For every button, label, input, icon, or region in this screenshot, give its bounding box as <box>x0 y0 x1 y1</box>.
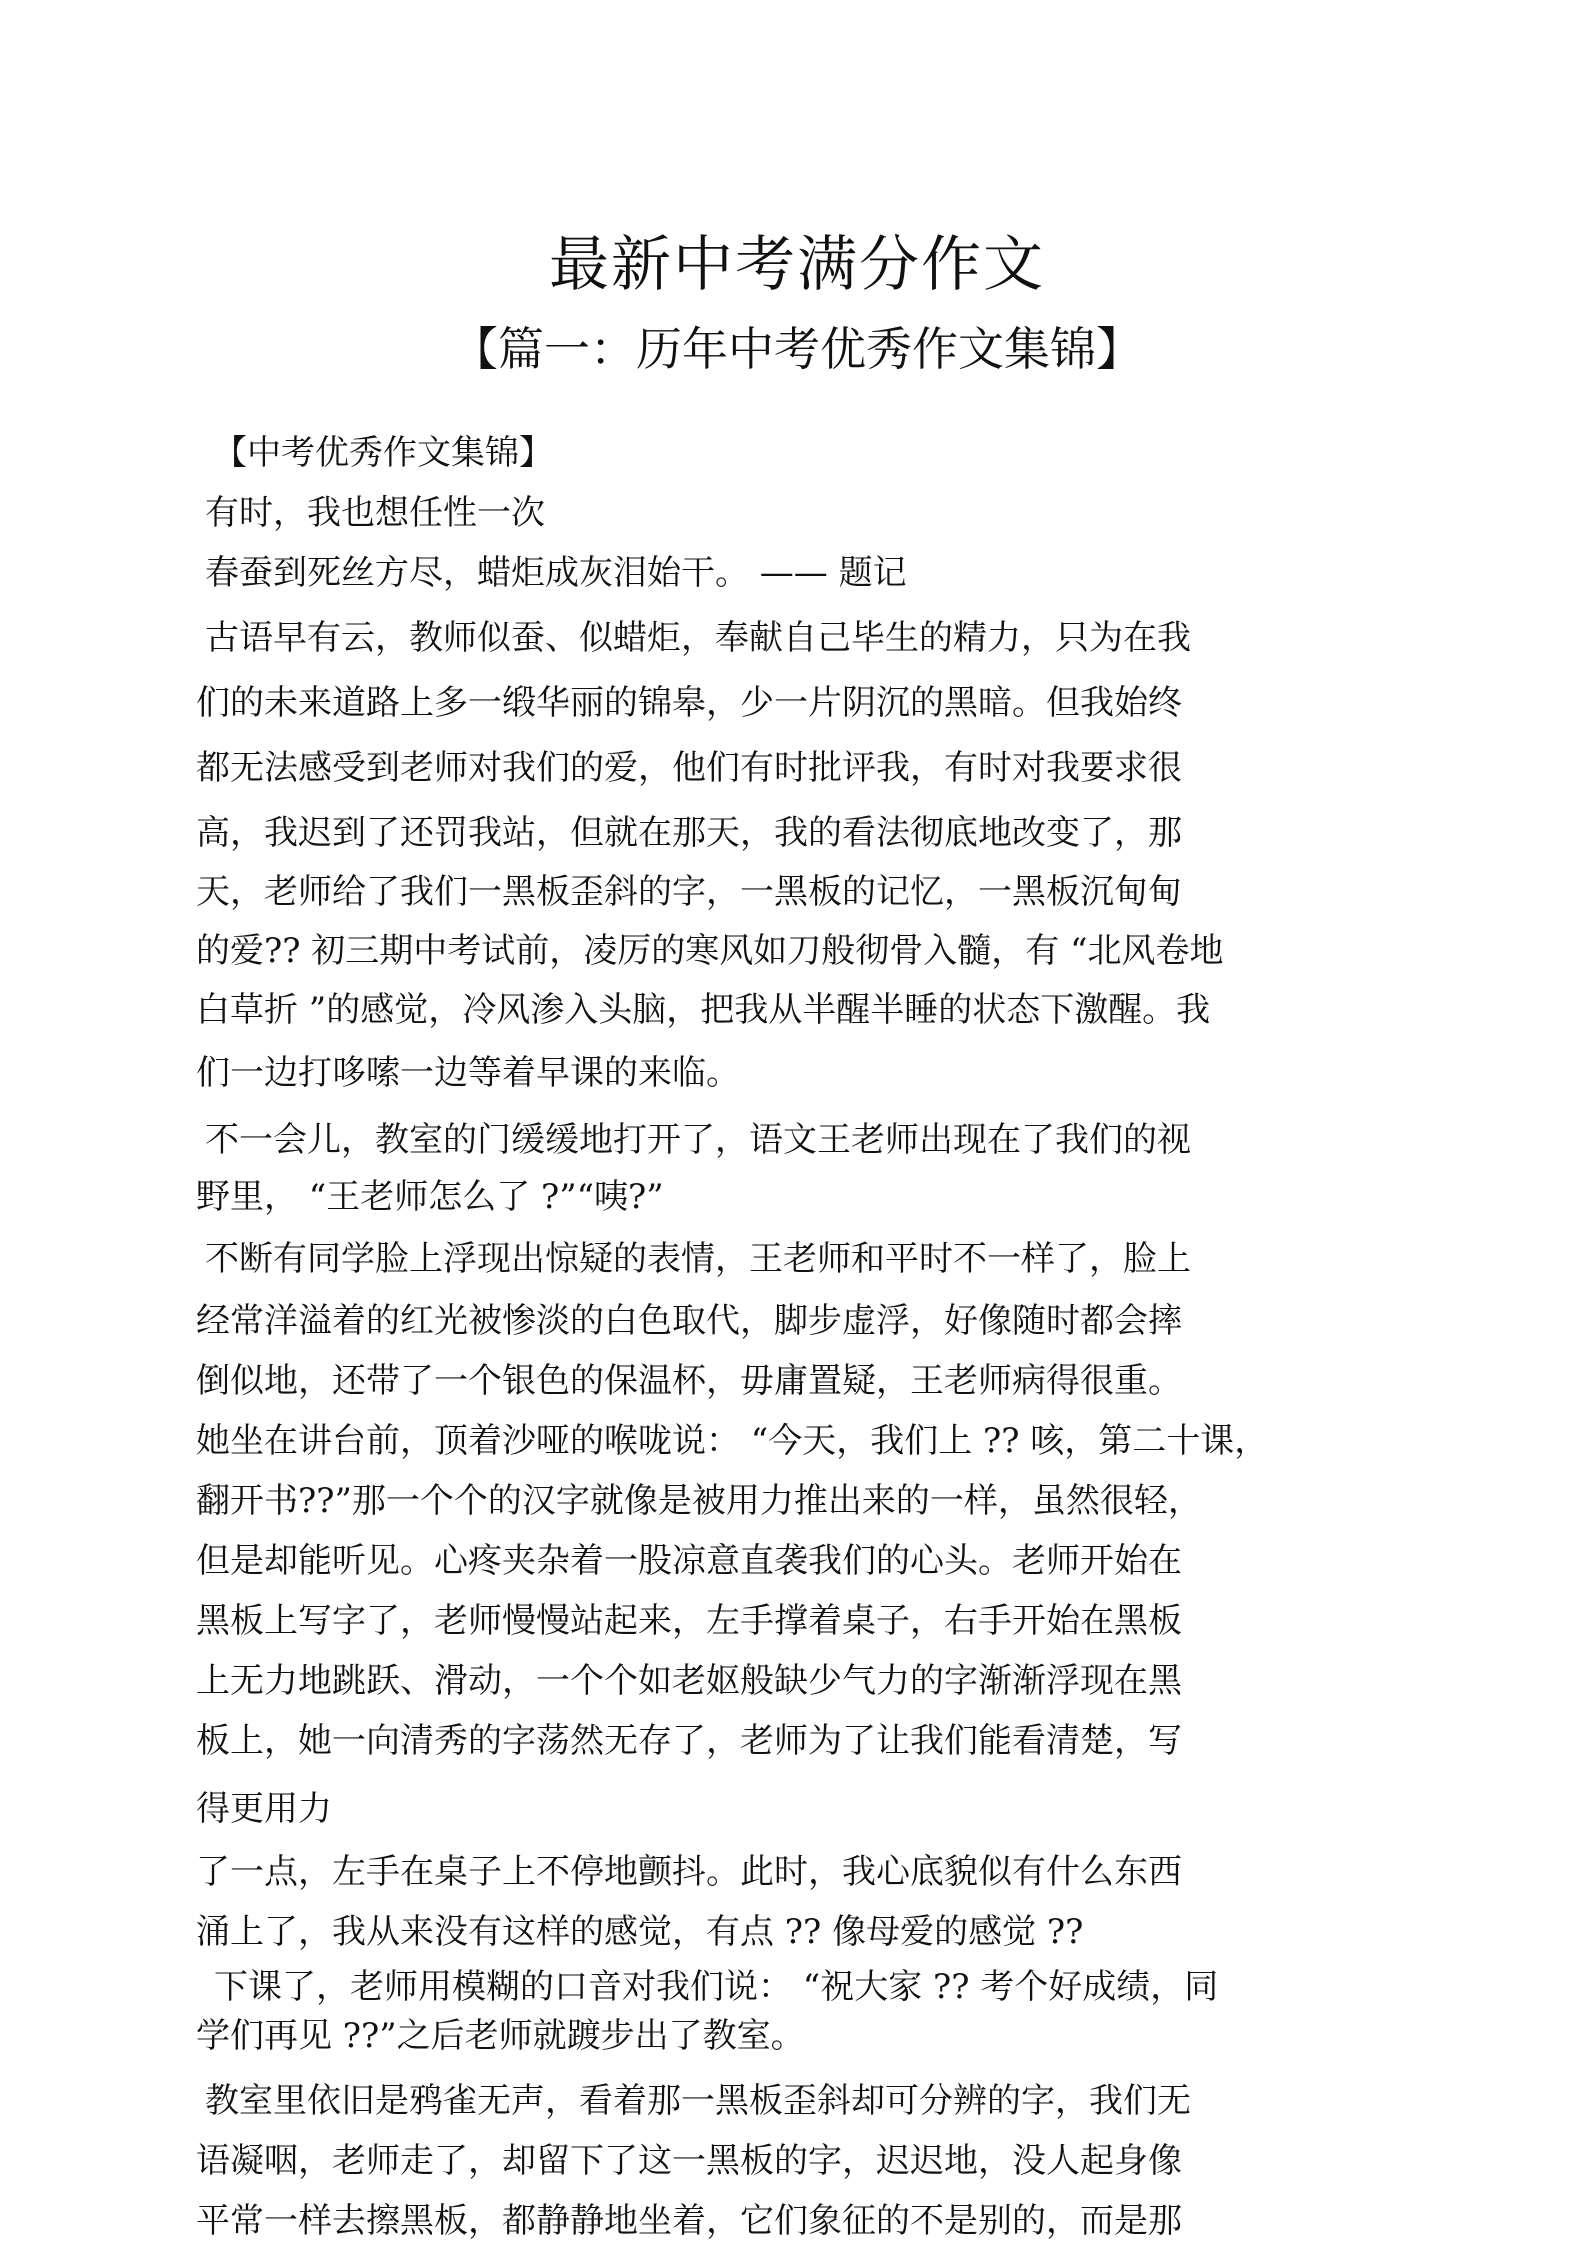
body-line: 不断有同学脸上浮现出惊疑的表情，王老师和平时不一样了，脸上 <box>205 1239 1191 1279</box>
body-line: 野里， “王老师怎么了 ?”“咦?” <box>196 1177 664 1217</box>
body-line: 们的未来道路上多一缎华丽的锦皋，少一片阴沉的黑暗。但我始终 <box>196 683 1182 723</box>
body-line: 平常一样去擦黑板，都静静地坐着，它们象征的不是别的，而是那 <box>196 2201 1182 2241</box>
body-line: 有时，我也想任性一次 <box>205 493 545 533</box>
body-line: 学们再见 ??”之后老师就踱步出了教室。 <box>196 2016 805 2056</box>
body-line: 板上，她一向清秀的字荡然无存了，老师为了让我们能看清楚，写 <box>196 1721 1182 1761</box>
body-line: 了一点，左手在桌子上不停地颤抖。此时，我心底貌似有什么东西 <box>196 1852 1182 1892</box>
body-line: 倒似地，还带了一个银色的保温杯，毋庸置疑，王老师病得很重。 <box>196 1361 1182 1401</box>
body-line: 白草折 ”的感觉，冷风渗入头脑，把我从半醒半睡的状态下激醒。我 <box>196 990 1211 1030</box>
body-line: 的爱?? 初三期中考试前，凌厉的寒风如刀般彻骨入髓，有 “北风卷地 <box>196 931 1224 971</box>
body-line: 语凝咽，老师走了，却留下了这一黑板的字，迟迟地，没人起身像 <box>196 2141 1182 2181</box>
body-line: 她坐在讲台前，顶着沙哑的喉咙说： “今天，我们上 ?? 咳，第二十课， <box>196 1421 1269 1461</box>
body-line: 经常洋溢着的红光被惨淡的白色取代，脚步虚浮，好像随时都会摔 <box>196 1301 1182 1341</box>
body-line: 涌上了，我从来没有这样的感觉，有点 ?? 像母爱的感觉 ?? <box>196 1912 1084 1952</box>
body-line: 古语早有云，教师似蚕、似蜡炬，奉献自己毕生的精力，只为在我 <box>205 618 1191 658</box>
body-line: 黑板上写字了，老师慢慢站起来，左手撑着桌子，右手开始在黑板 <box>196 1601 1182 1641</box>
body-line: 上无力地跳跃、滑动，一个个如老妪般缺少气力的字渐渐浮现在黑 <box>196 1661 1182 1701</box>
body-line: 得更用力 <box>196 1789 332 1829</box>
body-line: 天，老师给了我们一黑板歪斜的字，一黑板的记忆，一黑板沉甸甸 <box>196 872 1182 912</box>
body-line: 都无法感受到老师对我们的爱，他们有时批评我，有时对我要求很 <box>196 748 1182 788</box>
body-line: 但是却能听见。心疼夹杂着一股凉意直袭我们的心头。老师开始在 <box>196 1541 1182 1581</box>
body-line: 不一会儿，教室的门缓缓地打开了，语文王老师出现在了我们的视 <box>205 1120 1191 1160</box>
document-title: 最新中考满分作文 <box>549 230 1045 300</box>
document-subtitle: 【篇一：历年中考优秀作文集锦】 <box>452 322 1142 376</box>
body-line: 【中考优秀作文集锦】 <box>213 433 553 473</box>
body-line: 教室里依旧是鸦雀无声，看着那一黑板歪斜却可分辨的字，我们无 <box>205 2081 1191 2121</box>
body-line: 高，我迟到了还罚我站，但就在那天，我的看法彻底地改变了，那 <box>196 813 1182 853</box>
body-line: 下课了，老师用模糊的口音对我们说： “祝大家 ?? 考个好成绩，同 <box>214 1967 1219 2007</box>
body-line: 翻开书??”那一个个的汉字就像是被用力推出来的一样，虽然很轻， <box>196 1481 1202 1521</box>
body-line: 们一边打哆嗦一边等着早课的来临。 <box>196 1053 740 1093</box>
body-line: 春蚕到死丝方尽，蜡炬成灰泪始干。 —— 题记 <box>205 553 907 593</box>
